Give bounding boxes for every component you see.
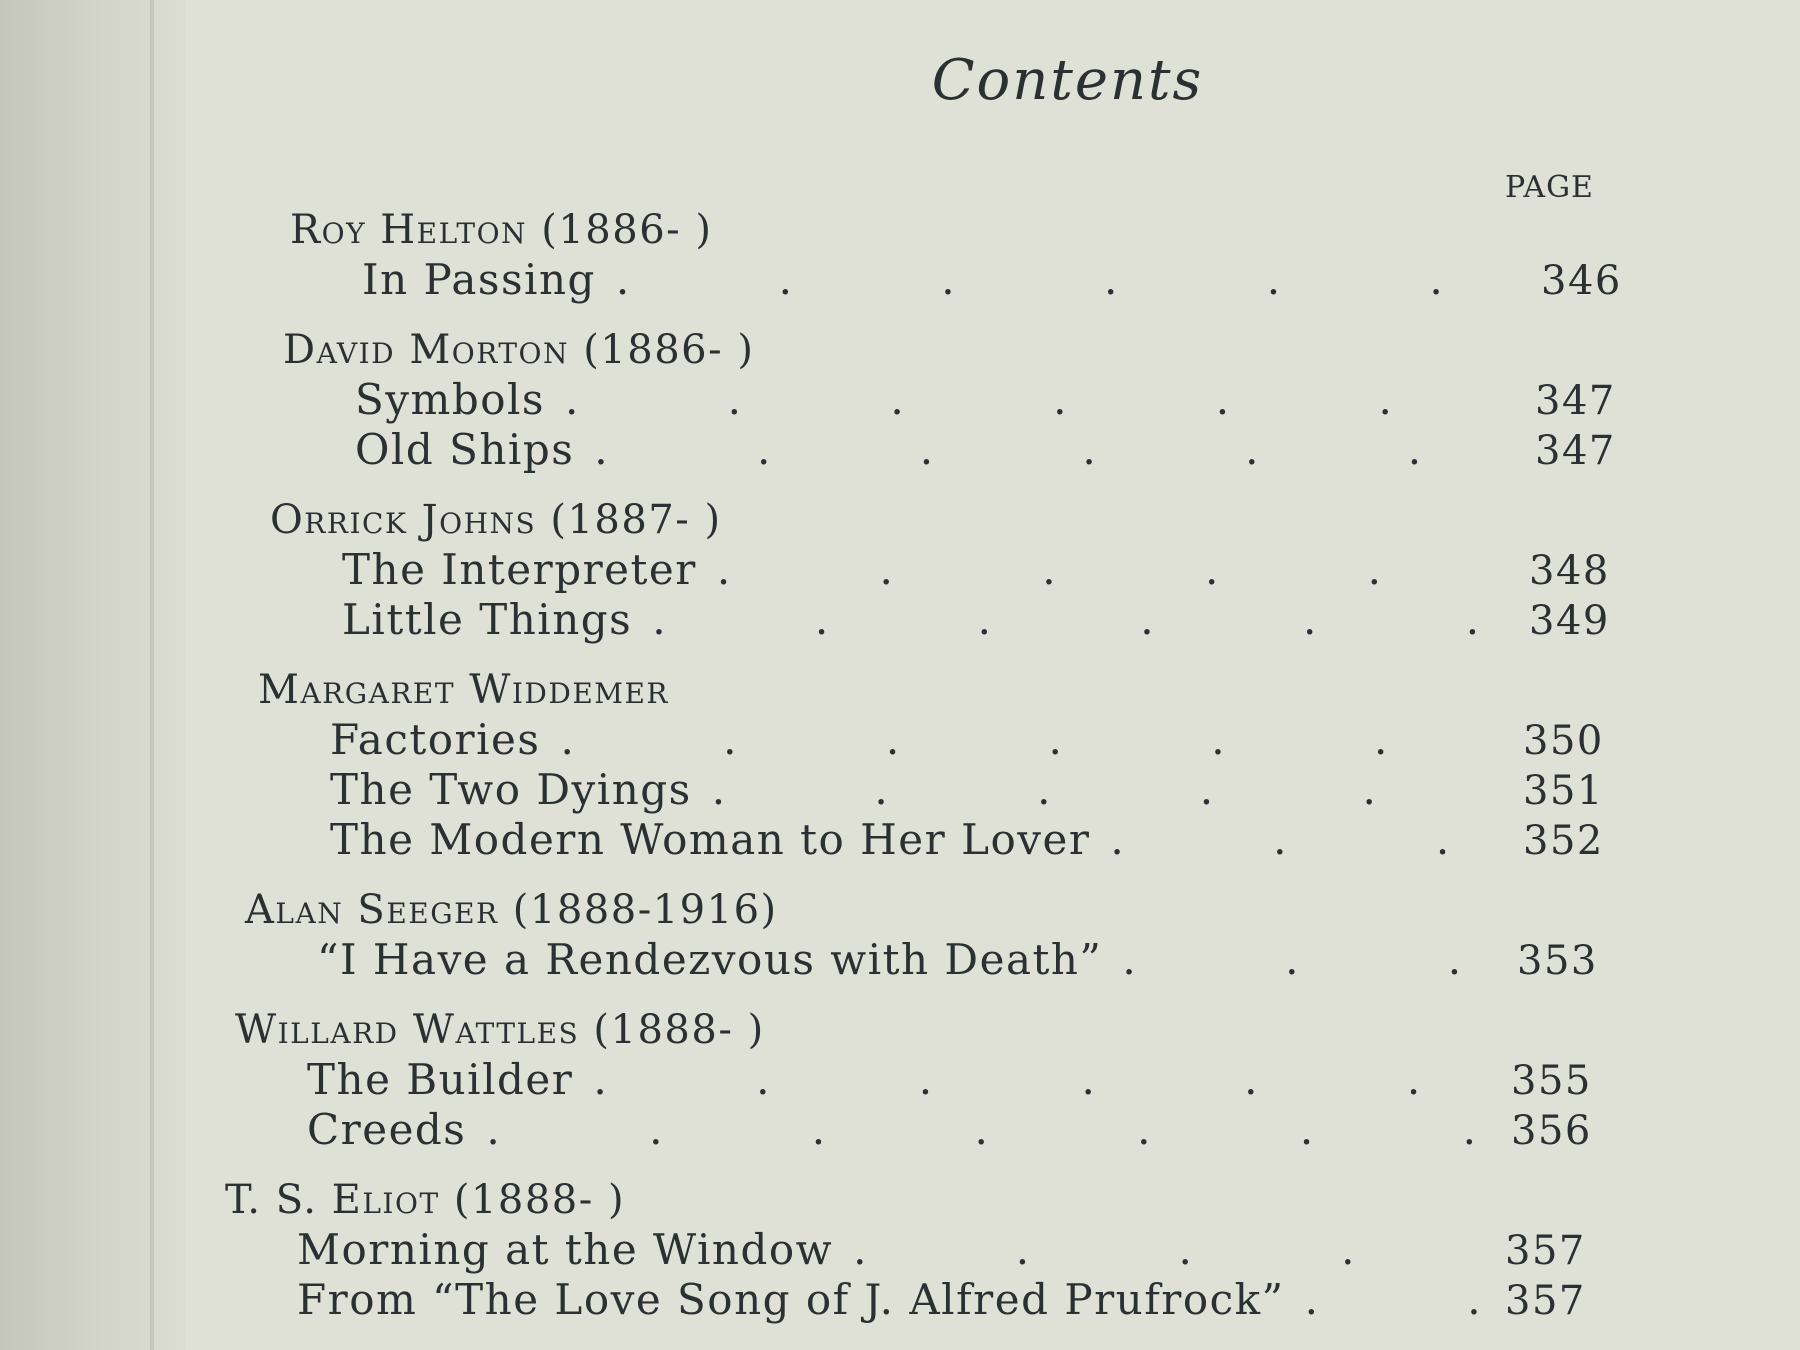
toc-entry[interactable]: [185, 1275, 1800, 1325]
poem-title: In Passing: [362, 255, 596, 304]
author-heading: Margaret Widdemer: [258, 667, 669, 713]
page-number: 351: [1523, 768, 1604, 814]
toc-entry[interactable]: [185, 715, 1800, 765]
leader-dots: [573, 1055, 1501, 1105]
leader-dots: [692, 765, 1513, 815]
author-group: [185, 495, 1800, 645]
poem-title: The Modern Woman to Her Lover: [330, 815, 1091, 864]
page-number: 349: [1529, 598, 1610, 644]
leader-dots: [1285, 1275, 1495, 1325]
leader-dots: [540, 715, 1513, 765]
leader-dots: [596, 255, 1531, 305]
page-number: 356: [1511, 1108, 1592, 1154]
author-heading: Roy Helton (1886- ): [290, 207, 713, 253]
page-number: 347: [1535, 428, 1616, 474]
toc-entry[interactable]: [185, 935, 1800, 985]
toc-entry[interactable]: [185, 545, 1800, 595]
toc-entry[interactable]: [185, 255, 1800, 305]
leader-dots: [574, 425, 1525, 475]
toc-entry[interactable]: [185, 815, 1800, 865]
leader-dots: [1102, 935, 1507, 985]
leader-dots: [833, 1225, 1495, 1275]
toc-entry[interactable]: [185, 1105, 1800, 1155]
author-group: [185, 885, 1800, 985]
page-title: Contents: [931, 48, 1204, 113]
poem-title: From “The Love Song of J. Alfred Prufrock”: [297, 1275, 1285, 1324]
book-gutter-shadow: [0, 0, 190, 1350]
page-number: 357: [1505, 1278, 1586, 1324]
leader-dots: [697, 545, 1519, 595]
author-heading: T. S. Eliot (1888- ): [225, 1177, 626, 1223]
page-number: 352: [1523, 818, 1604, 864]
author-heading: Orrick Johns (1887- ): [270, 497, 722, 543]
toc-entry[interactable]: [185, 1225, 1800, 1275]
page-number: 348: [1529, 548, 1610, 594]
author-group: [185, 325, 1800, 475]
leader-dots: [632, 595, 1519, 645]
author-group: [185, 1175, 1800, 1325]
poem-title: Creeds: [307, 1105, 467, 1154]
page-number: 357: [1505, 1228, 1586, 1274]
toc-entry[interactable]: [185, 765, 1800, 815]
poem-title: Little Things: [342, 595, 633, 644]
table-of-contents: [185, 205, 1800, 1345]
author-heading: Willard Wattles (1888- ): [235, 1007, 765, 1053]
page-number: 350: [1523, 718, 1604, 764]
book-gutter-fold: [150, 0, 154, 1350]
page-number: 353: [1517, 938, 1598, 984]
page-number: 347: [1535, 378, 1616, 424]
author-group: [185, 665, 1800, 865]
author-group: [185, 205, 1800, 305]
poem-title: Old Ships: [355, 425, 575, 474]
toc-entry[interactable]: [185, 595, 1800, 645]
toc-entry[interactable]: [185, 1055, 1800, 1105]
leader-dots: [466, 1105, 1501, 1155]
page-column-label: PAGE: [1505, 170, 1594, 205]
author-heading: David Morton (1886- ): [283, 327, 755, 373]
leader-dots: [545, 375, 1525, 425]
toc-entry[interactable]: [185, 375, 1800, 425]
toc-entry[interactable]: [185, 425, 1800, 475]
poem-title: “I Have a Rendezvous with Death”: [317, 935, 1103, 984]
book-page: [185, 0, 1800, 1350]
poem-title: The Interpreter: [342, 545, 697, 594]
poem-title: The Builder: [307, 1055, 574, 1104]
page-number: 346: [1541, 258, 1622, 304]
author-group: [185, 1005, 1800, 1155]
page-number: 355: [1511, 1058, 1592, 1104]
poem-title: Symbols: [355, 375, 545, 424]
poem-title: Factories: [330, 715, 541, 764]
poem-title: Morning at the Window: [297, 1225, 834, 1274]
leader-dots: [1090, 815, 1513, 865]
author-heading: Alan Seeger (1888-1916): [245, 887, 778, 933]
poem-title: The Two Dyings: [330, 765, 692, 814]
